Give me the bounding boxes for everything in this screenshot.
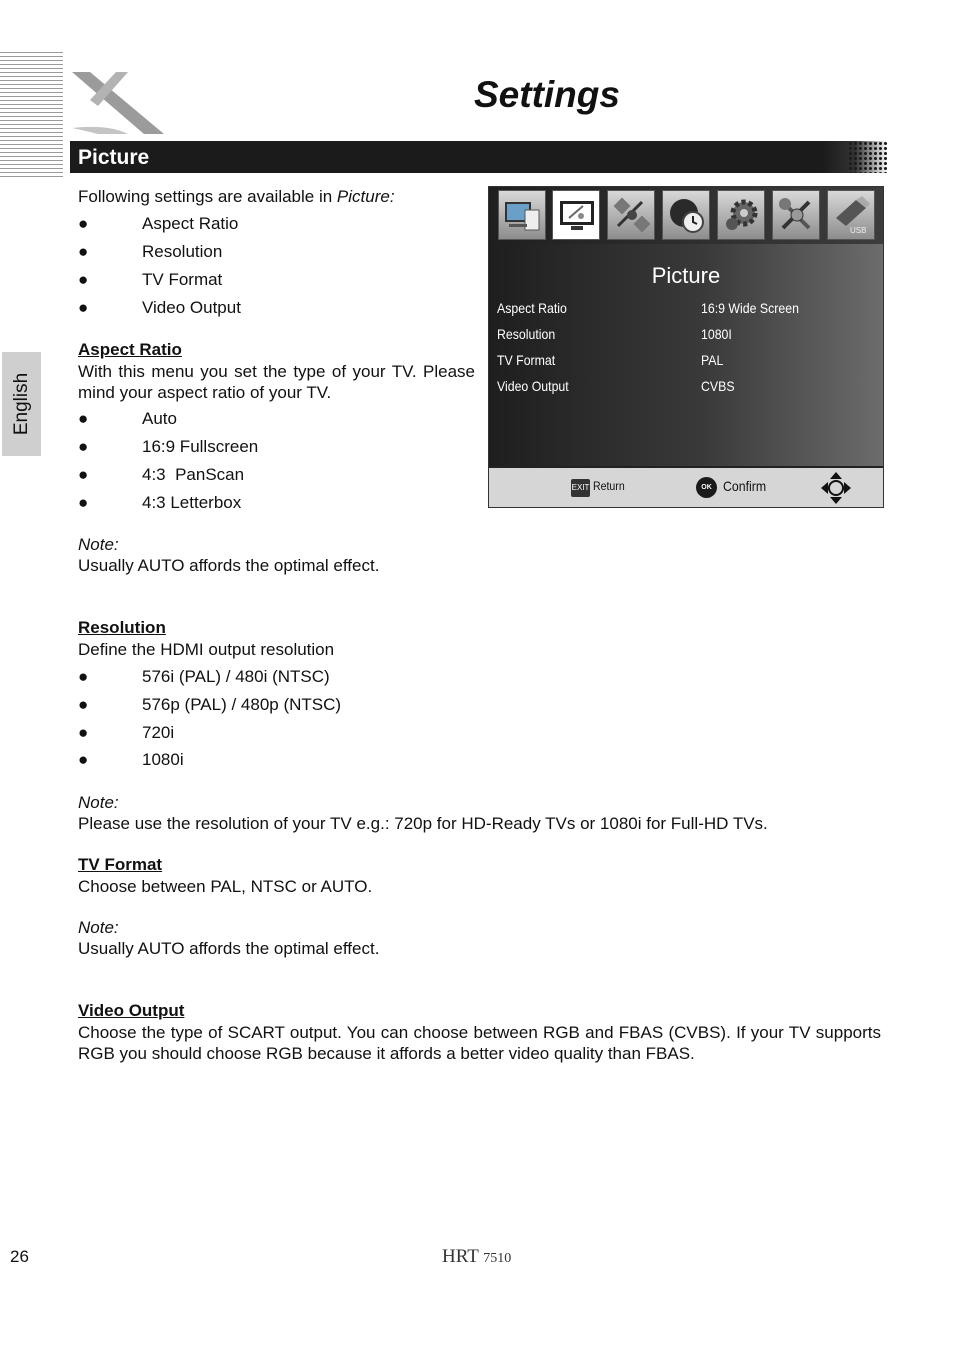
intro-prefix: Following settings are available in	[78, 187, 337, 206]
list-item-label: 4:3 Letterbox	[142, 493, 242, 512]
return-label: Return	[593, 479, 625, 493]
list-item-label: 720i	[142, 723, 175, 742]
list-item-label: 576p (PAL) / 480p (NTSC)	[142, 695, 342, 714]
bullet-icon: ●	[78, 298, 89, 317]
bullet-icon: ●	[78, 695, 89, 714]
tools-icon	[772, 190, 820, 240]
section-title: Picture	[78, 146, 150, 169]
video-output-body: Choose the type of SCART output. You can choose between RGB and FBAS (CVBS). If your TV supports RGB you should choose RGB because it affords a better video quality than FBAS.	[78, 1023, 881, 1063]
picture-icon	[552, 190, 600, 240]
list-item-label: 576i (PAL) / 480i (NTSC)	[142, 667, 330, 686]
page-title: Settings	[474, 74, 620, 115]
bullet-icon: ●	[78, 409, 89, 428]
bullet-icon: ●	[78, 270, 89, 289]
usb-icon	[827, 190, 875, 240]
video-output-heading: Video Output	[78, 1001, 185, 1020]
satellite-icon	[607, 190, 655, 240]
tv-menu-row-value[interactable]: PAL	[701, 352, 724, 368]
decorative-dots	[848, 141, 888, 173]
note-text: Usually AUTO affords the optimal effect.	[78, 556, 380, 575]
resolution-body: Define the HDMI output resolution	[78, 640, 335, 659]
bullet-icon: ●	[78, 723, 89, 742]
tv-menu-icon-bar	[489, 187, 883, 244]
note-label: Note:	[78, 793, 119, 812]
bullet-icon: ●	[78, 214, 89, 233]
language-tab-label: English	[10, 372, 32, 436]
note-text: Please use the resolution of your TV e.g.: 720p for HD-Ready TVs or 1080i for Full-HD TVs.	[78, 814, 768, 833]
tv-menu-footer	[489, 466, 883, 507]
gear-icon	[717, 190, 765, 240]
tv-program-icon	[498, 190, 546, 240]
tv-format-heading: TV Format	[78, 855, 163, 874]
footer-model	[442, 1246, 511, 1268]
page-number: 26	[10, 1247, 29, 1266]
bullet-icon: ●	[78, 437, 89, 456]
list-item-label: 4:3 PanScan	[142, 465, 245, 484]
intro-emphasis: Picture:	[336, 187, 395, 206]
bullet-icon: ●	[78, 750, 89, 769]
usb-label: USB	[850, 226, 867, 235]
bullet-icon: ●	[78, 242, 89, 261]
clock-globe-icon	[662, 190, 710, 240]
note-label: Note:	[78, 918, 119, 937]
note-text: Usually AUTO affords the optimal effect.	[78, 939, 380, 958]
list-item-label: 16:9 Fullscreen	[142, 437, 259, 456]
tv-menu-row-label[interactable]: Resolution	[497, 326, 556, 342]
intro-text	[78, 186, 395, 207]
footer-brand: HRT	[442, 1246, 479, 1267]
tv-menu-screenshot	[488, 186, 884, 508]
bullet-icon: ●	[78, 493, 89, 512]
exit-key-icon: EXIT	[571, 479, 590, 497]
list-item-label: Video Output	[142, 298, 241, 317]
confirm-label: Confirm	[723, 478, 767, 494]
section-header-bar	[70, 141, 888, 173]
note-label: Note:	[78, 535, 119, 554]
tv-menu-row-label[interactable]: Video Output	[497, 378, 569, 394]
tv-format-body: Choose between PAL, NTSC or AUTO.	[78, 877, 373, 896]
aspect-ratio-heading: Aspect Ratio	[78, 340, 182, 359]
list-item-label: TV Format	[142, 270, 223, 289]
navigation-arrows-icon	[820, 471, 852, 505]
bullet-icon: ●	[78, 465, 89, 484]
decorative-stripes	[0, 52, 63, 180]
aspect-ratio-body: With this menu you set the type of your TV. Please mind your aspect ratio of your TV.	[78, 362, 475, 402]
resolution-heading: Resolution	[78, 618, 166, 637]
tv-menu-row-value[interactable]: CVBS	[701, 378, 735, 394]
list-item-label: 1080i	[142, 750, 184, 769]
ok-key-icon: OK	[696, 477, 717, 498]
tv-menu-row-value[interactable]: 16:9 Wide Screen	[701, 300, 799, 316]
bullet-icon: ●	[78, 667, 89, 686]
tv-menu-row-value[interactable]: 1080I	[701, 326, 732, 342]
brand-logo-icon	[68, 68, 168, 138]
list-item-label: Auto	[142, 409, 177, 428]
list-item-label: Resolution	[142, 242, 223, 261]
tv-menu-title: Picture	[651, 263, 721, 288]
tv-menu-row-label[interactable]: Aspect Ratio	[497, 300, 567, 316]
list-item-label: Aspect Ratio	[142, 214, 239, 233]
footer-model-number: 7510	[483, 1251, 512, 1266]
tv-menu-row-label[interactable]: TV Format	[497, 352, 556, 368]
language-tab	[2, 352, 41, 456]
